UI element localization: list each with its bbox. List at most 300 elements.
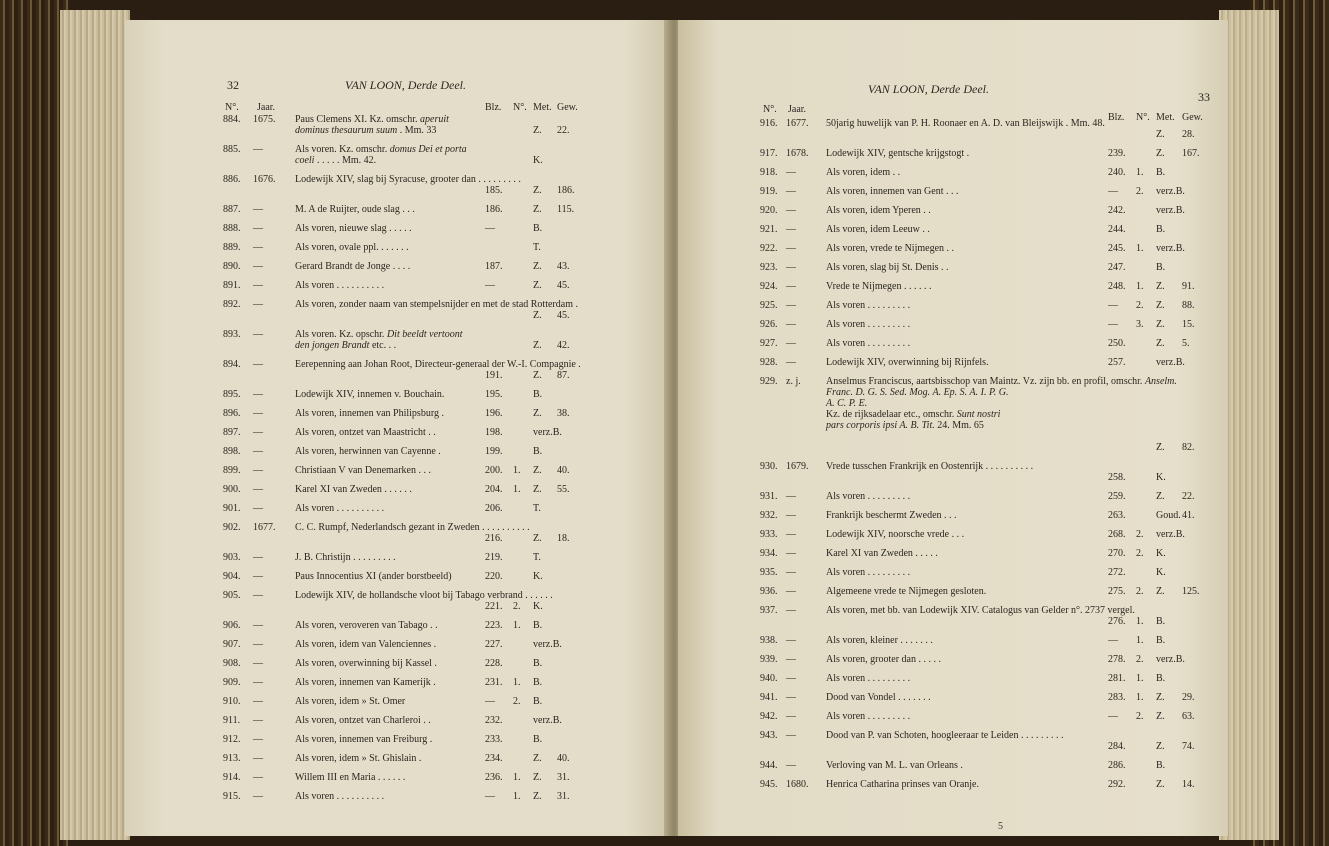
cell-met: verz.B. [1156, 186, 1185, 197]
cell-blz: 268. [1108, 529, 1126, 540]
cell-no: 919. [760, 186, 778, 197]
desc-desc: Als voren, veroveren van Tabago . . [295, 620, 438, 631]
cell-desc [295, 242, 477, 253]
cell-no: 941. [760, 692, 778, 703]
cell-blz: 185. [485, 185, 503, 196]
table-row [125, 389, 670, 400]
cell-no: 932. [760, 510, 778, 521]
cell-met: Z. [533, 280, 542, 291]
cell-n: 1. [1136, 673, 1144, 684]
cell-desc [295, 389, 477, 400]
cell-blz: — [1108, 319, 1118, 330]
cell-met: Z. [1156, 779, 1165, 790]
cell-no: 906. [223, 620, 241, 631]
cell-met: Z. [1156, 338, 1165, 349]
table-row [125, 280, 670, 291]
cell-desc [295, 484, 477, 495]
cell-blz: 186. [485, 204, 503, 215]
table-row [678, 654, 1228, 665]
cell-blz: 198. [485, 427, 503, 438]
desc-desc: Als voren, idem Leeuw . . [826, 224, 930, 235]
table-row [125, 484, 670, 495]
cell-desc [826, 357, 1012, 368]
cell-blz: 259. [1108, 491, 1126, 502]
cell-blz: 223. [485, 620, 503, 631]
cell-desc [826, 673, 1012, 684]
page-number: 33 [1198, 90, 1210, 104]
cell-met: Z. [533, 204, 542, 215]
cell-desc [295, 791, 477, 802]
cell-blz: 200. [485, 465, 503, 476]
header-no: N°. [763, 104, 777, 115]
cell-year: z. j. [786, 376, 801, 387]
cell-no: 927. [760, 338, 778, 349]
table-row [125, 329, 670, 351]
cell-no: 899. [223, 465, 241, 476]
table-row [125, 715, 670, 726]
cell-gew: 40. [557, 465, 570, 476]
cell-no: 940. [760, 673, 778, 684]
table-row [125, 174, 670, 196]
cell-year: — [253, 144, 263, 155]
table-row [678, 338, 1228, 349]
cell-met: verz.B. [1156, 529, 1185, 540]
desc-desc: Als voren, idem » St. Ghislain . [295, 753, 422, 764]
cell-no: 923. [760, 262, 778, 273]
cell-n: 1. [1136, 243, 1144, 254]
desc-desc: Paus Innocentius XI (ander borstbeeld) [295, 571, 452, 582]
desc-desc: C. C. Rumpf, Nederlandsch gezant in Zweden . . . . . . . . . . [295, 522, 530, 533]
header-no: N°. [225, 102, 239, 113]
cell-met: K. [533, 155, 543, 166]
cell-n: 1. [1136, 692, 1144, 703]
desc-desc: Als voren, idem Yperen . . [826, 205, 931, 216]
cell-year: — [786, 491, 796, 502]
desc-desc: Als voren, idem » St. Omer [295, 696, 406, 707]
cell-year: — [253, 329, 263, 340]
cell-desc [295, 204, 477, 215]
cell-met: Z. [1156, 491, 1165, 502]
cell-n: 2. [513, 601, 521, 612]
catalogue-table-left [125, 114, 670, 802]
desc-desc: Lodewijk XIV, slag bij Syracuse, grooter dan . . . . . . . . . [295, 174, 521, 185]
cell-year: — [253, 552, 263, 563]
running-title: VAN LOON, Derde Deel. [345, 78, 466, 92]
cell-blz: — [485, 280, 495, 291]
cell-year: — [253, 753, 263, 764]
cell-desc [295, 715, 477, 726]
table-row [678, 730, 1228, 752]
cell-no: 931. [760, 491, 778, 502]
cell-n: 1. [513, 677, 521, 688]
cell-n: 2. [1136, 186, 1144, 197]
cell-no: 908. [223, 658, 241, 669]
cell-blz: 220. [485, 571, 503, 582]
cell-blz: 232. [485, 715, 503, 726]
cell-blz: — [485, 696, 495, 707]
cell-n: 1. [1136, 281, 1144, 292]
cell-met: B. [1156, 224, 1166, 235]
cell-desc [295, 174, 521, 185]
table-row [125, 772, 670, 783]
cell-met: K. [1156, 567, 1166, 578]
cell-met: B. [533, 677, 543, 688]
cell-year: — [786, 224, 796, 235]
cell-met: Z. [1156, 442, 1165, 453]
cell-desc [826, 730, 1064, 741]
cell-n: 1. [513, 791, 521, 802]
cell-no: 925. [760, 300, 778, 311]
cell-blz: 248. [1108, 281, 1126, 292]
desc-desc: Als voren, slag bij St. Denis . . [826, 262, 949, 273]
cell-desc [826, 711, 1012, 722]
cell-year: — [786, 760, 796, 771]
cell-no: 909. [223, 677, 241, 688]
cell-year: — [786, 338, 796, 349]
desc-desc: Anselmus Franciscus, aartsbisschop van Maintz. Vz. zijn bb. en profil, omschr. [826, 376, 1145, 387]
table-row [125, 677, 670, 688]
table-row [125, 571, 670, 582]
cell-met: B. [1156, 262, 1166, 273]
desc-mm: . Mm. 33 [399, 125, 437, 136]
cell-gew: 87. [557, 370, 570, 381]
desc-desc_italic: aperuit dominus thesaurum suum [295, 114, 449, 136]
desc-desc: Karel XI van Zweden . . . . . [826, 548, 938, 559]
cell-met: verz.B. [533, 427, 562, 438]
cell-no: 896. [223, 408, 241, 419]
desc-desc: Als voren, ovale ppl. . . . . . . [295, 242, 409, 253]
desc-desc: 50jarig huwelijk van P. H. Roonaer en A. D. van Bleijswijk . [826, 118, 1071, 129]
desc-mm: Mm. 65 [952, 420, 984, 431]
cell-gew: 125. [1182, 586, 1200, 597]
cell-year: — [786, 711, 796, 722]
desc-desc_italic: Dit beeldt vertoont den jongen Brandt [295, 329, 463, 351]
cell-met: Z. [533, 465, 542, 476]
table-row [678, 357, 1228, 368]
cell-desc [826, 300, 1012, 311]
desc-desc: Frankrijk beschermt Zweden . . . [826, 510, 957, 521]
cell-no: 945. [760, 779, 778, 790]
table-row [125, 242, 670, 253]
table-row [678, 148, 1228, 159]
cell-no: 902. [223, 522, 241, 533]
table-row [125, 223, 670, 234]
cell-met: B. [1156, 167, 1166, 178]
desc-desc: Dood van P. van Schoten, hoogleeraar te Leiden . . . . . . . . . [826, 730, 1064, 741]
cell-desc [295, 261, 477, 272]
cell-year: — [786, 300, 796, 311]
cell-year: — [786, 529, 796, 540]
cell-year: — [786, 319, 796, 330]
cell-year: 1679. [786, 461, 809, 472]
header-no2: N°. [1136, 112, 1150, 123]
cell-desc [826, 529, 1012, 540]
desc-desc3: 24. [937, 420, 953, 431]
cell-met: B. [533, 696, 543, 707]
cell-blz: 227. [485, 639, 503, 650]
cell-no: 884. [223, 114, 241, 125]
table-row [125, 427, 670, 438]
cell-blz: 286. [1108, 760, 1126, 771]
desc-desc: Als voren, ontzet van Maastricht . . [295, 427, 436, 438]
table-row [125, 204, 670, 215]
cell-met: Z. [533, 533, 542, 544]
desc-desc: Als voren, met bb. van Lodewijk XIV. Catalogus van Gelder n°. 2737 vergel. [826, 605, 1135, 616]
cell-no: 887. [223, 204, 241, 215]
cell-blz: — [1108, 711, 1118, 722]
header-year: Jaar. [257, 102, 276, 113]
cell-no: 917. [760, 148, 778, 159]
cell-gew: 167. [1182, 148, 1200, 159]
cell-year: — [786, 357, 796, 368]
table-row [678, 529, 1228, 540]
cell-year: — [253, 791, 263, 802]
table-row [125, 658, 670, 669]
cell-n: 1. [513, 484, 521, 495]
cell-n: 2. [513, 696, 521, 707]
cell-blz: — [1108, 635, 1118, 646]
left-page [125, 20, 670, 836]
cell-no: 914. [223, 772, 241, 783]
table-row [125, 446, 670, 457]
desc-desc: Lodewijk XIV, noorsche vrede . . . [826, 529, 965, 540]
cell-gew: 38. [557, 408, 570, 419]
cell-n: 2. [1136, 711, 1144, 722]
cell-blz: 191. [485, 370, 503, 381]
desc-desc: Vrede te Nijmegen . . . . . . [826, 281, 932, 292]
cell-met: verz.B. [1156, 357, 1185, 368]
cell-no: 907. [223, 639, 241, 650]
cell-no: 918. [760, 167, 778, 178]
cell-year: — [786, 205, 796, 216]
desc-desc: Lodewijk XIV, gentsche krijgstogt . [826, 148, 970, 159]
cell-met: Z. [1156, 300, 1165, 311]
desc-desc: Als voren, vrede te Nijmegen . . [826, 243, 955, 254]
cell-desc [826, 654, 1012, 665]
cell-blz: 270. [1108, 548, 1126, 559]
cell-gew: 186. [557, 185, 575, 196]
cell-gew: 31. [557, 791, 570, 802]
desc-desc: Als voren . . . . . . . . . . [295, 791, 385, 802]
table-row [678, 205, 1228, 216]
cell-no: 930. [760, 461, 778, 472]
page-edges-right [1219, 10, 1279, 840]
desc-desc: Henrica Catharina prinses van Oranje. [826, 779, 979, 790]
cell-met: B. [1156, 673, 1166, 684]
cell-gew: 42. [557, 340, 570, 351]
cell-gew: 15. [1182, 319, 1195, 330]
cell-no: 926. [760, 319, 778, 330]
cell-no: 942. [760, 711, 778, 722]
cell-blz: — [1108, 186, 1118, 197]
cell-gew: 55. [557, 484, 570, 495]
cell-year: — [786, 730, 796, 741]
cell-year: — [786, 243, 796, 254]
header-blz: Blz. [1108, 112, 1125, 123]
cell-blz: 228. [485, 658, 503, 669]
desc-desc2: Kz. de rijksadelaar etc., omschr. [826, 409, 957, 420]
header-no2: N°. [513, 102, 527, 113]
cell-desc [295, 696, 477, 707]
header-gew: Gew. [557, 102, 578, 113]
cell-n: 1. [1136, 616, 1144, 627]
cell-desc [295, 427, 477, 438]
page-edges-left [60, 10, 130, 840]
cell-desc [826, 567, 1012, 578]
cell-gew: 45. [557, 310, 570, 321]
header-blz: Blz. [485, 102, 502, 113]
cell-gew: 14. [1182, 779, 1195, 790]
cell-no: 894. [223, 359, 241, 370]
cell-year: — [253, 223, 263, 234]
cell-met: Z. [533, 185, 542, 196]
cell-met: Z. [533, 370, 542, 381]
cell-year: — [786, 692, 796, 703]
cell-no: 944. [760, 760, 778, 771]
desc-desc: Lodewijk XIV, overwinning bij Rijnfels. [826, 357, 989, 368]
cell-blz: 233. [485, 734, 503, 745]
cell-desc [295, 552, 477, 563]
cell-blz: 275. [1108, 586, 1126, 597]
cell-blz: 247. [1108, 262, 1126, 273]
table-row [678, 167, 1228, 178]
header-year: Jaar. [788, 104, 807, 115]
cell-year: — [253, 658, 263, 669]
cell-desc [826, 760, 1012, 771]
cell-no: 901. [223, 503, 241, 514]
cell-blz: 258. [1108, 472, 1126, 483]
cell-gew: 43. [557, 261, 570, 272]
table-row [125, 639, 670, 650]
table-row [678, 548, 1228, 559]
cell-no: 911. [223, 715, 241, 726]
cell-met: B. [533, 389, 543, 400]
cell-blz: 199. [485, 446, 503, 457]
cell-blz: 221. [485, 601, 503, 612]
cell-year: — [786, 262, 796, 273]
table-row [678, 461, 1228, 483]
cell-no: 898. [223, 446, 241, 457]
cell-no: 939. [760, 654, 778, 665]
cell-met: Z. [533, 484, 542, 495]
cell-desc [826, 281, 1012, 292]
cell-blz: 239. [1108, 148, 1126, 159]
table-row [125, 522, 670, 544]
cell-no: 895. [223, 389, 241, 400]
cell-year: — [253, 677, 263, 688]
cell-met: Z. [1156, 692, 1165, 703]
cell-met: B. [1156, 760, 1166, 771]
header-gew: Gew. [1182, 112, 1203, 123]
cell-met: T. [533, 552, 541, 563]
cell-desc [826, 148, 1012, 159]
cell-met: Z. [533, 791, 542, 802]
cell-blz: — [1108, 300, 1118, 311]
desc-desc: Als voren . . . . . . . . . . [295, 280, 385, 291]
cell-gew: 45. [557, 280, 570, 291]
cell-met: verz.B. [533, 715, 562, 726]
cell-no: 943. [760, 730, 778, 741]
cell-desc [826, 586, 1012, 597]
cell-desc [295, 446, 477, 457]
cell-year: — [253, 639, 263, 650]
cell-year: — [253, 261, 263, 272]
table-row [125, 734, 670, 745]
cell-desc [295, 590, 553, 601]
cell-blz: 276. [1108, 616, 1126, 627]
table-row [125, 503, 670, 514]
cell-desc [295, 465, 477, 476]
desc-desc_italic: Anselm. Franc. D. G. S. Sed. Mog. A. Ep. S. A. I. P. G. A. C. P. E. [826, 376, 1177, 409]
cell-desc [826, 262, 1012, 273]
cell-met: B. [533, 658, 543, 669]
cell-year: — [786, 635, 796, 646]
cell-met: Z. [533, 408, 542, 419]
desc-desc: Als voren . . . . . . . . . [826, 567, 911, 578]
cell-year: — [786, 654, 796, 665]
cell-no: 888. [223, 223, 241, 234]
desc-desc: Algemeene vrede te Nijmegen gesloten. [826, 586, 987, 597]
cell-n: 1. [513, 772, 521, 783]
table-row [678, 711, 1228, 722]
desc-desc: Als voren, overwinning bij Kassel . [295, 658, 437, 669]
cell-desc [295, 280, 477, 291]
cell-year: — [786, 281, 796, 292]
cell-no: 904. [223, 571, 241, 582]
desc-desc_italic2: Sunt nostri pars corporis ipsi A. B. Tit. [826, 409, 1001, 431]
running-title: VAN LOON, Derde Deel. [868, 82, 989, 96]
desc-desc: Karel XI van Zweden . . . . . . [295, 484, 412, 495]
desc-desc: Christiaan V van Denemarken . . . [295, 465, 431, 476]
cell-gew: 18. [557, 533, 570, 544]
table-row [125, 465, 670, 476]
cell-year: 1677. [786, 118, 809, 129]
desc-desc: M. A de Ruijter, oude slag . . . [295, 204, 415, 215]
header-met: Met. [1156, 112, 1175, 123]
cell-blz: 187. [485, 261, 503, 272]
table-row [125, 144, 670, 166]
cell-blz: 196. [485, 408, 503, 419]
cell-no: 937. [760, 605, 778, 616]
cell-met: Goud. [1156, 510, 1181, 521]
cell-year: — [786, 605, 796, 616]
cell-no: 897. [223, 427, 241, 438]
cell-year: — [253, 734, 263, 745]
cell-no: 933. [760, 529, 778, 540]
cell-desc [295, 772, 477, 783]
cell-n: 2. [1136, 586, 1144, 597]
cell-gew: 88. [1182, 300, 1195, 311]
cell-no: 938. [760, 635, 778, 646]
cell-met: Z. [1156, 741, 1165, 752]
cell-met: B. [1156, 635, 1166, 646]
cell-blz: 231. [485, 677, 503, 688]
desc-desc: Vrede tusschen Frankrijk en Oostenrijk . . . . . . . . . . [826, 461, 1034, 472]
table-row [678, 491, 1228, 502]
desc-desc: Als voren. Kz. opschr. [295, 329, 387, 340]
table-row [125, 696, 670, 707]
cell-year: — [253, 359, 263, 370]
table-row [678, 224, 1228, 235]
cell-met: Z. [533, 340, 542, 351]
cell-desc [295, 503, 477, 514]
cell-n: 1. [513, 465, 521, 476]
cell-met: Z. [1156, 586, 1165, 597]
desc-mm: etc. . . [371, 340, 397, 351]
page-number: 32 [227, 78, 239, 92]
cell-year: — [786, 586, 796, 597]
cell-desc [295, 359, 581, 370]
